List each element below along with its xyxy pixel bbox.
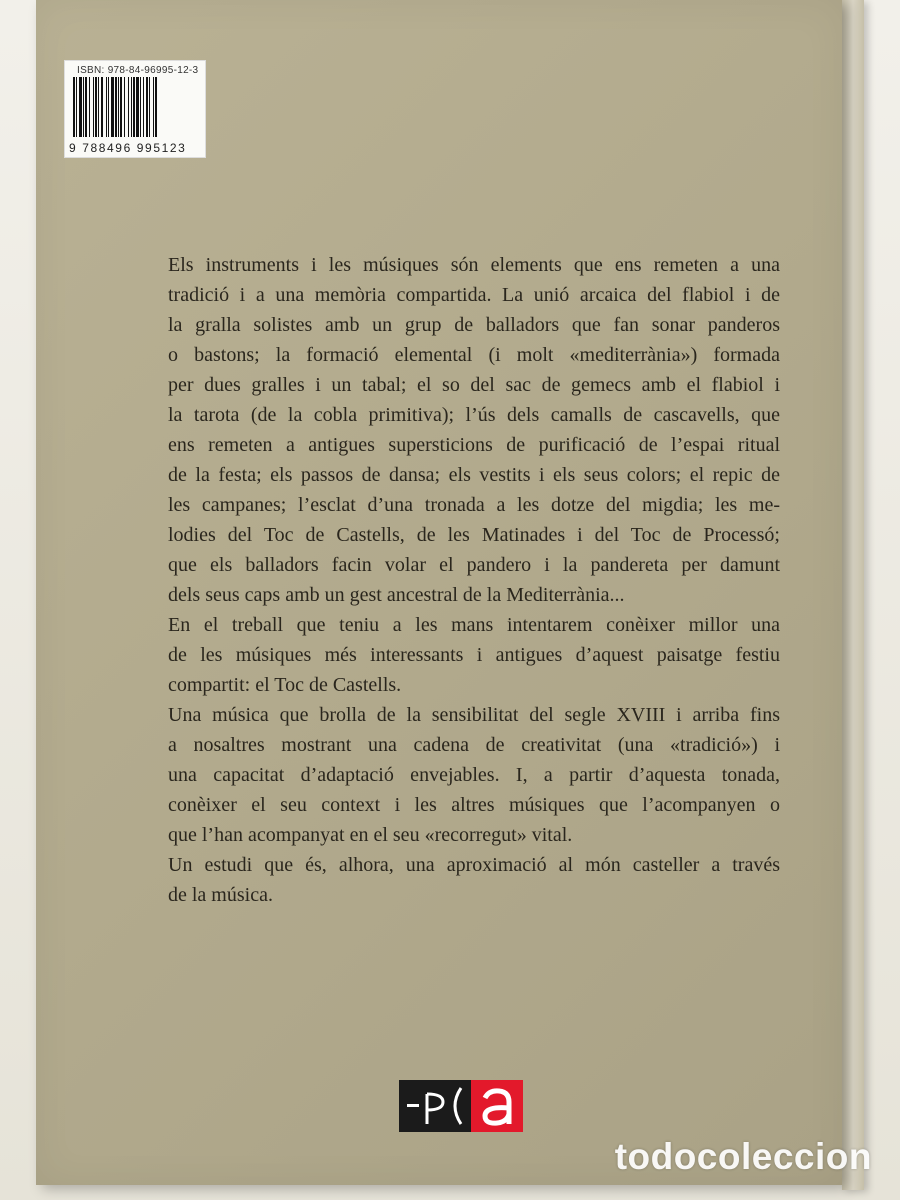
blurb-line: dels seus caps amb un gest ancestral de la Mediterrània... [168, 584, 625, 606]
blurb-line: de les músiques més interessants i antigues d’aquest paisatge festiu [168, 644, 780, 666]
blurb-line: la tarota (de la cobla primitiva); l’ús dels camalls de cascavells, que [168, 404, 780, 426]
barcode-digits: 9 788496 995123 [69, 141, 187, 155]
blurb-line: lodies del Toc de Castells, de les Matinades i del Toc de Processó; [168, 524, 780, 546]
blurb-paragraph [168, 610, 780, 700]
publisher-logo-letter-a [471, 1080, 523, 1132]
blurb-line: Una música que brolla de la sensibilitat del segle XVIII i arriba fins [168, 704, 780, 726]
blurb-line: de la música. [168, 884, 273, 906]
blurb-line: les campanes; l’esclat d’una tronada a les dotze del migdia; les me- [168, 494, 780, 516]
book-page-edges [842, 0, 864, 1190]
blurb-line: que els balladors facin volar el pandero i la pandereta per damunt [168, 554, 780, 576]
blurb-line: o bastons; la formació elemental (i molt «mediterrània») formada [168, 344, 780, 366]
blurb-line: Els instruments i les músiques són elements que ens remeten a una [168, 254, 780, 276]
back-cover-blurb [168, 250, 780, 910]
blurb-paragraph [168, 850, 780, 910]
publisher-logo-mark [399, 1080, 471, 1132]
blurb-line: compartit: el Toc de Castells. [168, 674, 402, 696]
site-watermark: todocoleccion [614, 1136, 872, 1177]
blurb-line: una capacitat d’adaptació envejables. I, a partir d’aquesta tonada, [168, 764, 780, 786]
publisher-logo-dark-block [399, 1080, 471, 1132]
blurb-line: Un estudi que és, alhora, una aproximació al món casteller a través [168, 854, 780, 876]
isbn-barcode-label [64, 60, 206, 158]
publisher-logo-red-block [471, 1080, 523, 1132]
blurb-line: tradició i a una memòria compartida. La unió arcaica del flabiol i de [168, 284, 780, 306]
blurb-line: a nosaltres mostrant una cadena de creativitat (una «tradició») i [168, 734, 780, 756]
isbn-text: ISBN: 978-84-96995-12-3 [77, 65, 199, 76]
blurb-paragraph [168, 700, 780, 850]
blurb-line: de la festa; els passos de dansa; els vestits i els seus colors; el repic de [168, 464, 780, 486]
blurb-line: conèixer el seu context i les altres músiques que l’acompanyen o [168, 794, 780, 816]
blurb-line: la gralla solistes amb un grup de balladors que fan sonar panderos [168, 314, 780, 336]
blurb-line: que l’han acompanyat en el seu «recorregut» vital. [168, 824, 573, 846]
blurb-line: per dues gralles i un tabal; el so del sac de gemecs amb el flabiol i [168, 374, 780, 396]
blurb-line: ens remeten a antigues supersticions de purificació de l’espai ritual [168, 434, 780, 456]
blurb-paragraph [168, 250, 780, 610]
publisher-logo [399, 1080, 523, 1132]
blurb-line: En el treball que teniu a les mans intentarem conèixer millor una [168, 614, 780, 636]
barcode-bars [71, 77, 199, 139]
